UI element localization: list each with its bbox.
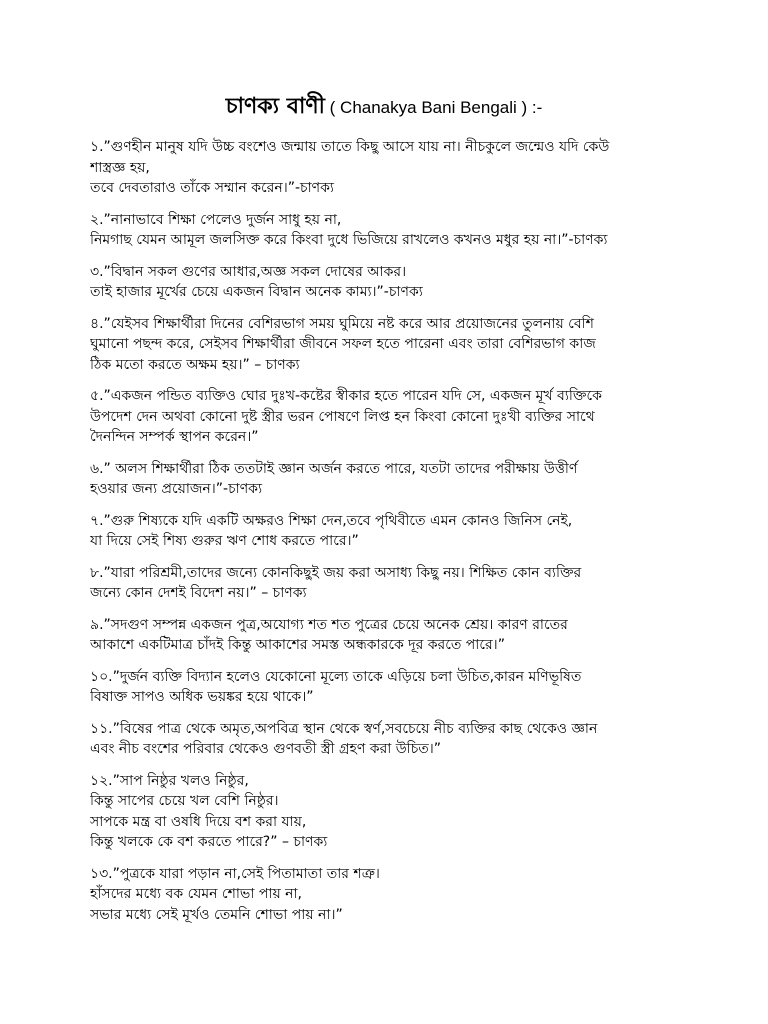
quote-line: ১২.”সাপ নিষ্ঠুর খলও নিষ্ঠুর, [90,772,249,789]
quote-line: নিমগাছ যেমন আমূল জলসিক্ত করে কিংবা দুধে ভিজিয়ে রাখলেও কখনও মধুর হয় না।”-চাণক্য [90,232,608,248]
quote-line: ঠিক মতো করতে অক্ষম হয়।” – চাণক্য [90,356,300,373]
quote-line: তবে দেবতারাও তাঁকে সম্মান করেন।”-চাণক্য [90,180,334,196]
quote-line: হাঁসদের মধ্যে বক যেমন শোভা পায় না, [90,886,303,902]
quote-line: জন্যে কোন দেশই বিদেশ নয়।” – চাণক্য [90,585,307,601]
quote-line: সভার মধ্যে সেই মূর্খও তেমনি শোভা পায় না।” [90,906,343,923]
page-title-english: ( Chanakya Bani Bengali ) :- [324,98,543,117]
page-title-bengali: চাণক্য বাণী [225,94,325,119]
quote-7 [90,511,678,552]
page-title [90,92,678,123]
quote-6 [90,459,678,500]
quote-line: যা দিয়ে সেই শিষ্য গুরুর ঋণ শোধ করতে পারে।” [90,533,359,549]
quote-5 [90,386,678,448]
quote-line: ৬.” অলস শিক্ষার্থীরা ঠিক ততটাই জ্ঞান অর্জন করতে পারে, যতটা তাদের পরীক্ষায় উত্তীর্ণ [90,460,578,477]
quote-line: ৩.”বিদ্বান সকল গুণের আধার,অজ্ঞ সকল দোষের আকর। [90,263,407,280]
quote-line: ৭.”গুরু শিষ্যকে যদি একটি অক্ষরও শিক্ষা দেন,তবে পৃথিবীতে এমন কোনও জিনিস নেই, [90,512,573,529]
quote-line: ১.”গুণহীন মানুষ যদি উচ্চ বংশেও জন্মায় তাতে কিছু আসে যায় না। নীচকুলে জন্মেও যদি কেউ [90,139,610,155]
quote-line: ৪.”যেইসব শিক্ষার্থীরা দিনের বেশিরভাগ সময় ঘুমিয়ে নষ্ট করে আর প্রয়োজনের তুলনায় বেশি [90,315,594,332]
quote-1 [90,137,678,199]
quote-4 [90,314,678,376]
quote-line: আকাশে একটিমাত্র চাঁদই কিন্তু আকাশের সমস্ত অন্ধকারকে দূর করতে পারে।” [90,637,505,653]
quote-line: তাই হাজার মূর্খের চেয়ে একজন বিদ্বান অনেক কাম্য।”-চাণক্য [90,284,423,300]
quote-line: ১৩.”পুত্রকে যারা পড়ান না,সেই পিতামাতা তার শত্রু। [90,865,380,882]
quote-line: উপদেশ দেন অথবা কোনো দুষ্ট স্ত্রীর ভরন পোষণে লিপ্ত হন কিংবা কোনো দুঃখী ব্যক্তির সাথে [90,408,595,425]
quote-line: কিন্তু সাপের চেয়ে খল বেশি নিষ্ঠুর। [90,793,279,809]
quote-line: ৯.”সদগুণ সম্পন্ন একজন পুত্র,অযোগ্য শত শত পুত্রের চেয়ে অনেক শ্রেয়। কারণ রাতের [90,616,568,633]
quote-line: হওয়ার জন্য প্রয়োজন।”-চাণক্য [90,481,263,497]
quote-line: দৈনন্দিন সম্পর্ক স্থাপন করেন।” [90,429,259,445]
quote-line: সাপকে মন্ত্র বা ওষধি দিয়ে বশ করা যায়, [90,813,307,830]
quote-line: বিষাক্ত সাপও অধিক ভয়ঙ্কর হয়ে থাকে।” [90,689,314,705]
quote-line: এবং নীচ বংশের পরিবার থেকেও গুণবতী স্ত্রী গ্রহণ করা উচিত।” [90,741,442,757]
quote-line: ৮.”যারা পরিশ্রমী,তাদের জন্যে কোনকিছুই জয় করা অসাধ্য কিছু নয়। শিক্ষিত কোন ব্যক্তির [90,564,582,581]
quote-line: কিন্তু খলকে কে বশ করতে পারে?” – চাণক্য [90,834,328,850]
quote-3 [90,262,678,303]
quote-line: ঘুমানো পছন্দ করে, সেইসব শিক্ষার্থীরা জীবনে সফল হতে পারেনা এবং তারা বেশিরভাগ কাজ [90,336,596,352]
quote-13 [90,864,678,926]
quote-line: ১১.”বিষের পাত্র থেকে অমৃত,অপবিত্র স্থান থেকে স্বর্ণ,সবচেয়ে নীচ ব্যক্তির কাছ থেকেও জ্ঞান [90,720,598,737]
quote-line: ১০.”দুর্জন ব্যক্তি বিদ্যান হলেও যেকোনো মূল্যে তাকে এড়িয়ে চলা উচিত,কারন মণিভূষিত [90,668,582,685]
quote-11 [90,719,678,760]
quote-line: ২.”নানাভাবে শিক্ষা পেলেও দুর্জন সাধু হয় না, [90,211,342,228]
quote-line: ৫.”একজন পন্ডিত ব্যক্তিও ঘোর দুঃখ-কষ্টের স্বীকার হতে পারেন যদি সে, একজন মূর্খ ব্যক্তিকে [90,388,602,404]
quote-line: শাস্ত্রজ্ঞ হয়, [90,159,150,176]
quote-9 [90,615,678,656]
quote-8 [90,563,678,604]
quote-10 [90,667,678,708]
quote-12 [90,771,678,853]
quote-2 [90,210,678,251]
